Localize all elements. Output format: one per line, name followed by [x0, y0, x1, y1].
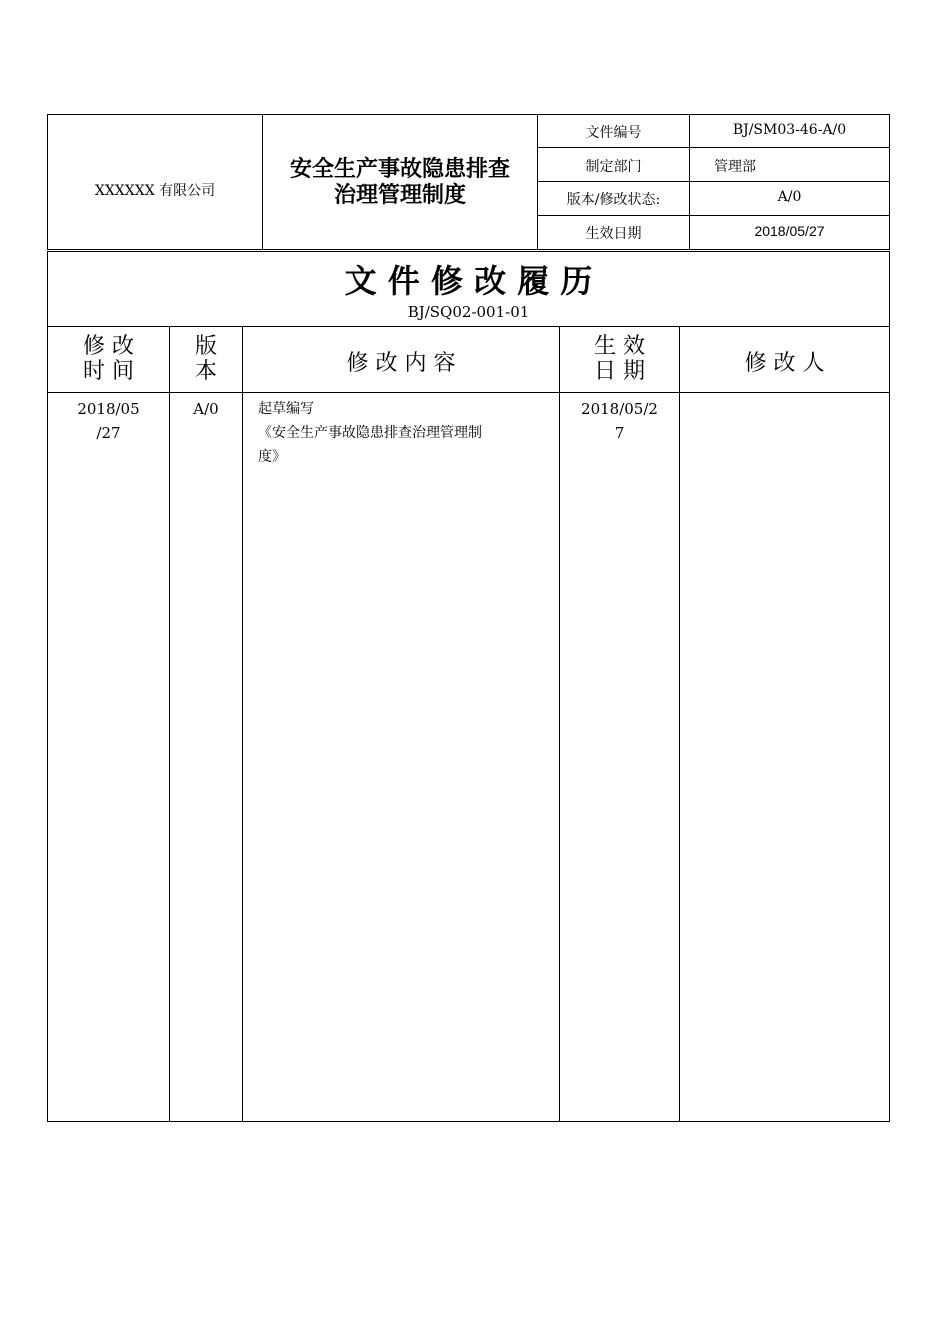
- entry-content: 起草编写 《安全生产事故隐患排查治理管理制 度》: [258, 401, 482, 465]
- document-title-line2: 治理管理制度: [333, 183, 466, 208]
- version-status-value: A/0: [777, 189, 802, 205]
- version-status-label: 版本/修改状态:: [566, 192, 661, 208]
- entry-time: 2018/05 /27: [77, 400, 140, 442]
- department-label: 制定部门: [585, 159, 642, 175]
- company-name: XXXXXX 有限公司: [94, 183, 216, 199]
- entry-effective-date: 2018/05/2 7: [581, 400, 658, 442]
- column-header-version: 版 本: [194, 334, 217, 384]
- file-number-label: 文件编号: [585, 125, 642, 141]
- effective-date-label: 生效日期: [585, 226, 642, 242]
- document-title-line1: 安全生产事故隐患排查: [289, 157, 510, 182]
- column-header-content: 修 改 内 容: [346, 351, 456, 376]
- file-number-value: BJ/SM03-46-A/0: [732, 122, 847, 138]
- column-header-time: 修 改 时 间: [83, 334, 134, 384]
- history-title: 文 件 修 改 履 历: [344, 262, 593, 300]
- history-code: BJ/SQ02-001-01: [407, 303, 530, 321]
- document-title: [263, 157, 537, 209]
- column-header-editor: 修 改 人: [744, 351, 825, 376]
- department-value: 管理部: [714, 159, 756, 175]
- effective-date-value: 2018/05/27: [754, 223, 825, 239]
- column-header-effective-date: 生 效 日 期: [594, 334, 645, 384]
- entry-version: A/0: [193, 400, 219, 418]
